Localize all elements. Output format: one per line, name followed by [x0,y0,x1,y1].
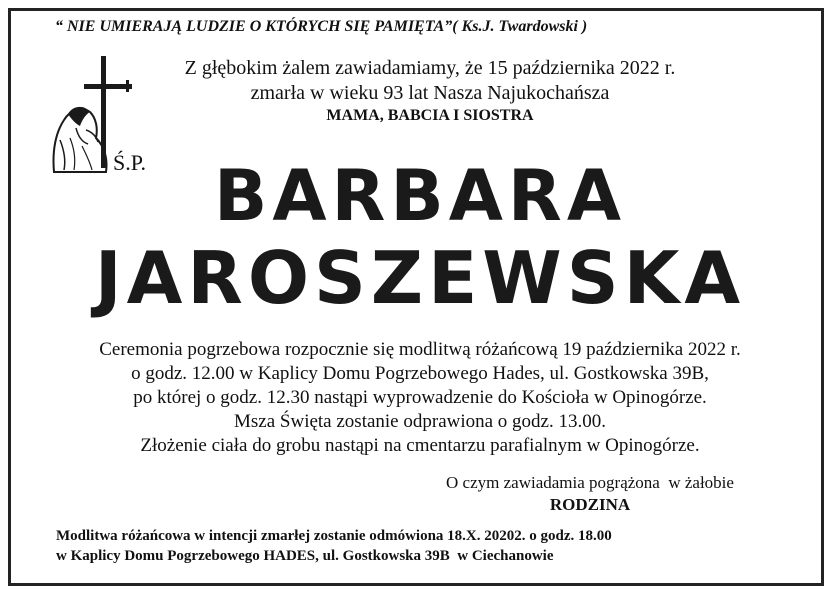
ceremony-line: po której o godz. 12.30 nastąpi wyprowadzenie do Kościoła w Opinogórze. [133,387,707,408]
rosary-note [56,526,776,566]
ceremony-details [40,338,800,458]
intro-text [150,56,710,106]
relations-heading: MAMA, BABCIA I SIOSTRA [326,107,534,124]
closing-line: O czym zawiadamia pogrążona w żałobie [446,473,734,492]
ceremony-line: Ceremonia pogrzebowa rozpocznie się modlitwą różańcową 19 października 2022 r. [99,339,741,360]
footer-line: Modlitwa różańcowa w intencji zmarłej zostanie odmówiona 18.X. 20202. o godz. 18.00 [56,528,612,544]
first-name: BARBARA [213,155,627,237]
sp-abbreviation: Ś.P. [113,150,147,175]
intro-line: Z głębokim żalem zawiadamiamy, że 15 października 2022 r. [184,57,676,79]
motto-quote: “ NIE UMIERAJĄ LUDZIE O KTÓRYCH SIĘ PAMIĘTA”( Ks.J. Twardowski ) [55,18,588,35]
ceremony-line: o godz. 12.00 w Kaplicy Domu Pogrzebowego Hades, ul. Gostkowska 39B, [131,363,709,384]
footer-line: w Kaplicy Domu Pogrzebowego HADES, ul. Gostkowska 39B w Ciechanowie [56,548,554,564]
ceremony-line: Złożenie ciała do grobu nastąpi na cmentarzu parafialnym w Opinogórze. [140,435,700,456]
closing-block [430,472,750,516]
intro-line: zmarła w wieku 93 lat Nasza Najukochańsza [250,82,610,104]
last-name: JAROSZEWSKA [94,236,746,320]
family-signature: RODZINA [549,495,631,514]
ceremony-line: Msza Święta zostanie odprawiona o godz. 13.00. [234,411,606,432]
